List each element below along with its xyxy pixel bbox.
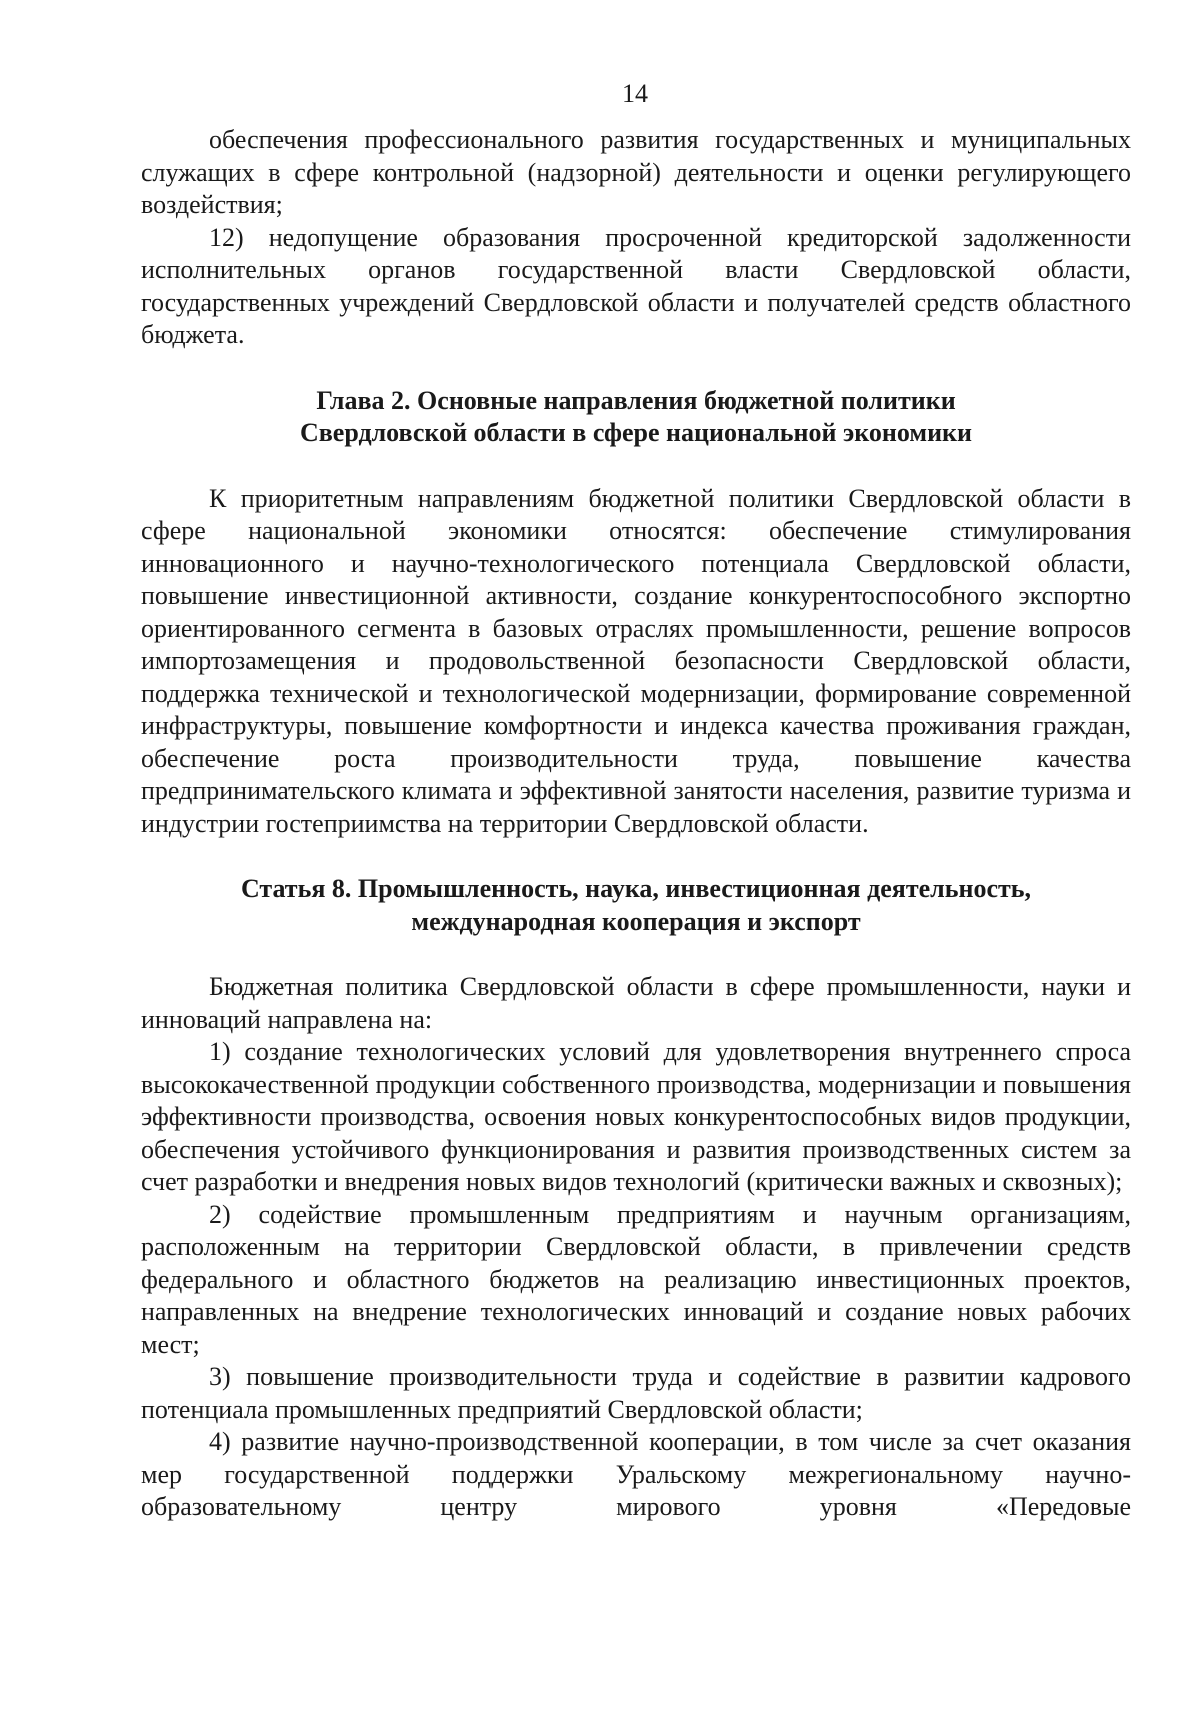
spacer [141,450,1131,483]
spacer [141,840,1131,873]
article-intro: Бюджетная политика Свердловской области в сфере промышленности, науки и инноваций направлена на: [141,972,1131,1034]
article-heading-line-2: международная кооперация и экспорт [411,906,861,936]
article-item-4: 4) развитие научно-производственной кооперации, в том числе за счет оказания мер государственной поддержки Уральскому межрегиональному научно-образовательному центру мирового уровня «Передовые [141,1427,1131,1521]
chapter-heading-line-1: Глава 2. Основные направления бюджетной политики [316,385,956,415]
document-body [141,124,1131,1524]
article-heading-line-1: Статья 8. Промышленность, наука, инвестиционная деятельность, [240,874,1032,903]
page-number: 14 [622,79,648,108]
paragraph-item-12: 12) недопущение образования просроченной кредиторской задолженности исполнительных органов государственной власти Свердловской области, государственных учреждений Свердловской области и получателей средств областного бюджета. [141,222,1131,349]
chapter-heading-line-2: Свердловской области в сфере национальной экономики [299,418,973,447]
paragraph-continuation: обеспечения профессионального развития государственных и муниципальных служащих в сфере контрольной (надзорной) деятельности и оценки регулирующего воздействия; [141,125,1131,219]
article-item-1: 1) создание технологических условий для удовлетворения внутреннего спроса высококачественной продукции собственного производства, модернизации и повышения эффективности производства, освоения новых конкурентоспособных видов продукции, обеспечения устойчивого функционирования и развития производственных систем за счет разработки и внедрения новых видов технологий (критически важных и сквозных); [141,1037,1131,1196]
spacer [141,938,1131,971]
article-item-2: 2) содействие промышленным предприятиям и научным организациям, расположенным на территории Свердловской области, в привлечении средств федерального и областного бюджетов на реализацию инвестиционных проектов, направленных на внедрение технологических инноваций и создание новых рабочих мест; [141,1199,1131,1359]
article-item-3: 3) повышение производительности труда и содействие в развитии кадрового потенциала промышленных предприятий Свердловской области; [141,1362,1131,1424]
chapter-paragraph: К приоритетным направлениям бюджетной политики Свердловской области в сфере национальной экономики относятся: обеспечение стимулирования инновационного и научно-технологического потенциала Свердловской области, повышение инвестиционной активности, создание конкурентоспособного экспортно ориентированного сегмента в базовых отраслях промышленности, решение вопросов импортозамещения и продовольственной безопасности Свердловской области, поддержка технической и технологической модернизации, формирование современной инфраструктуры, повышение комфортности и индекса качества проживания граждан, обеспечение роста производительности труда, повышение качества предпринимательского климата и эффективной занятости населения, развитие туризма и индустрии гостеприимства на территории Свердловской области. [141,483,1131,838]
spacer [141,352,1131,385]
